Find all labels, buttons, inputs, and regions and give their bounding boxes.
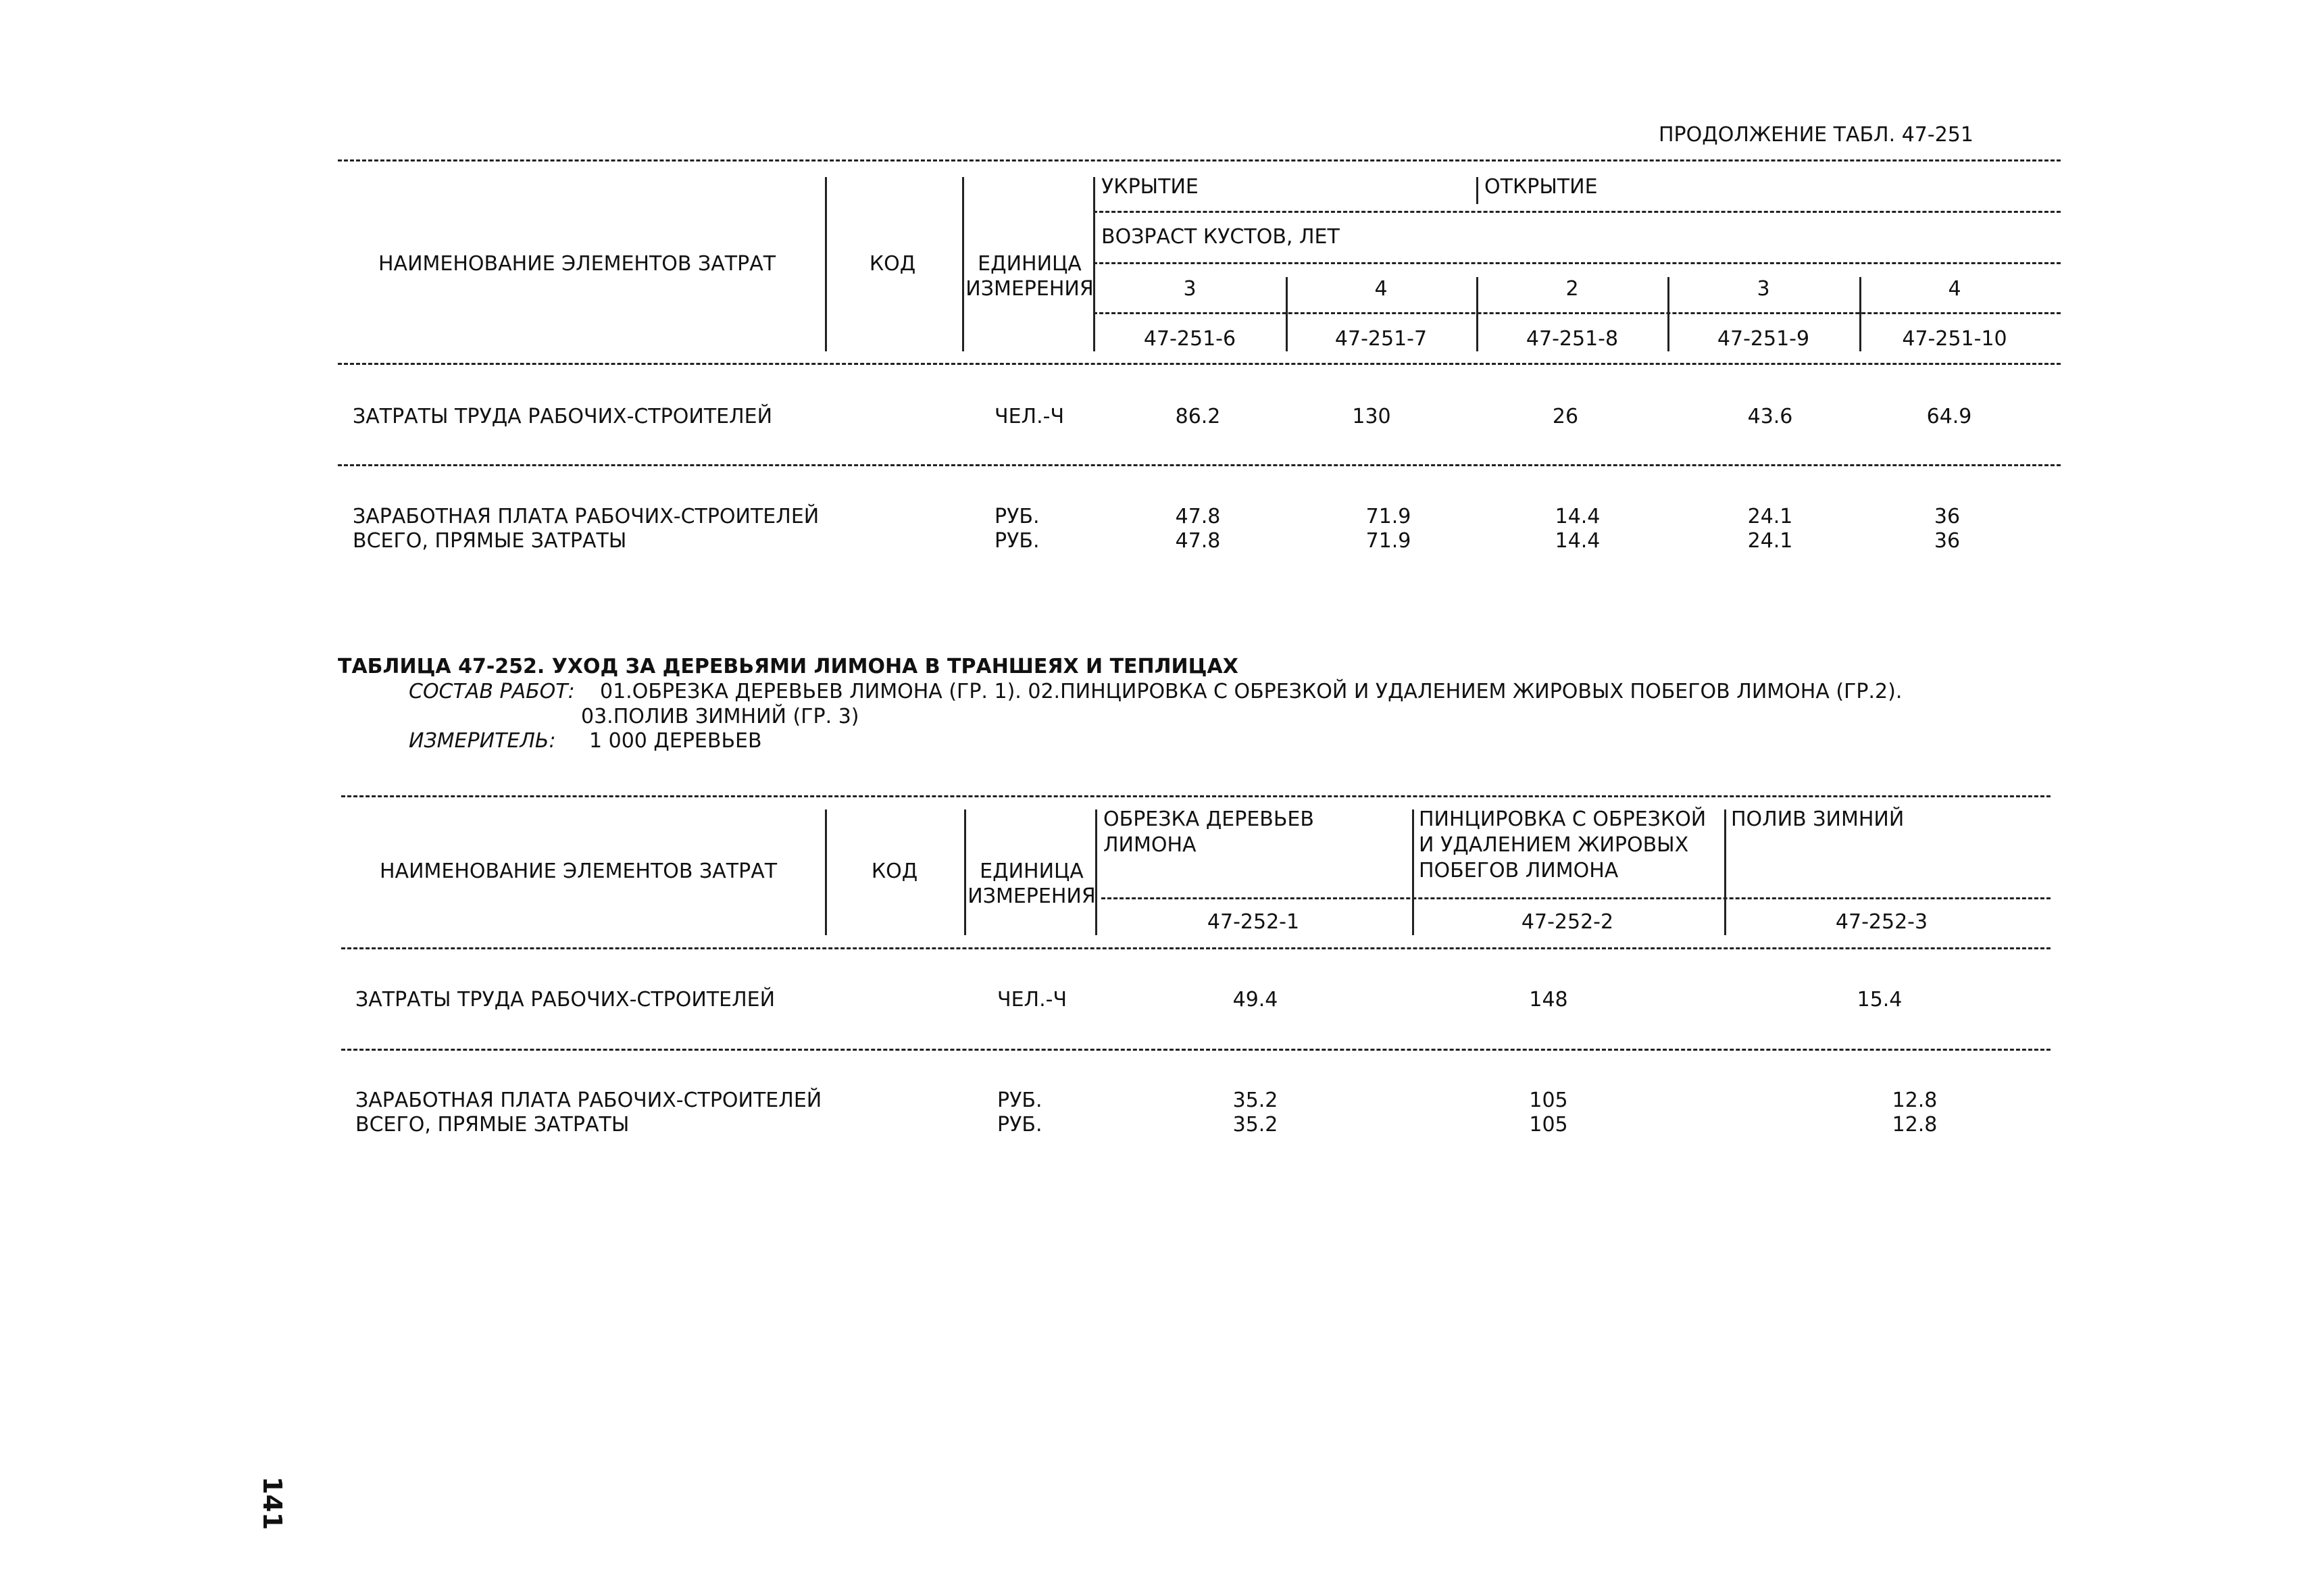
table1-code-3: 47-251-8: [1526, 327, 1619, 351]
table1-code-4: 47-251-9: [1717, 327, 1810, 351]
table1-row2-unit: РУБ.: [995, 505, 1040, 528]
table1-code-5: 47-251-10: [1902, 327, 2007, 351]
table2-header-unit-1: ЕДИНИЦА: [980, 859, 1084, 883]
table2-row3-name: ВСЕГО, ПРЯМЫЕ ЗАТРАТЫ: [355, 1113, 630, 1137]
table2-divider-name: [825, 809, 827, 935]
table1-age-2: 4: [1374, 277, 1388, 301]
table2-row2-val2: 105: [1529, 1089, 1568, 1112]
table2-top-rule: [341, 795, 2051, 797]
table2-divider-unit: [1095, 809, 1097, 935]
table1-header-rule-3: [1093, 312, 2061, 314]
table1-age-1: 3: [1183, 277, 1197, 301]
table2-divider-col3: [1724, 809, 1726, 935]
table2-col1-head-2: ЛИМОНА: [1103, 833, 1197, 857]
table1-top-rule: [338, 159, 2061, 161]
table2-row1-val3: 15.4: [1857, 988, 1903, 1012]
table1-row1-val3: 26: [1552, 405, 1579, 428]
table1-row2-val3: 14.4: [1555, 505, 1601, 528]
table1-row1-val1: 86.2: [1175, 405, 1221, 428]
table1-divider-code: [962, 177, 964, 351]
table2-row2-val3: 12.8: [1892, 1089, 1938, 1112]
table1-row3-val3: 14.4: [1555, 529, 1601, 553]
table2-header-bottom-rule: [341, 947, 2051, 949]
table1-row1-name: ЗАТРАТЫ ТРУДА РАБОЧИХ-СТРОИТЕЛЕЙ: [353, 405, 773, 428]
table2-col2-head-1: ПИНЦИРОВКА С ОБРЕЗКОЙ: [1419, 807, 1707, 831]
continuation-label: ПРОДОЛЖЕНИЕ ТАБЛ. 47-251: [1659, 123, 1973, 147]
table2-row-separator: [341, 1049, 2051, 1051]
table2-row3-val2: 105: [1529, 1113, 1568, 1137]
table1-divider-name: [825, 177, 827, 351]
table1-divider-unit: [1093, 177, 1095, 351]
table1-header-code: КОД: [869, 252, 916, 276]
table1-row3-name: ВСЕГО, ПРЯМЫЕ ЗАТРАТЫ: [353, 529, 627, 553]
table1-divider-col5: [1859, 277, 1861, 351]
table1-header-name: НАИМЕНОВАНИЕ ЭЛЕМЕНТОВ ЗАТРАТ: [378, 252, 776, 276]
table2-row3-unit: РУБ.: [997, 1113, 1042, 1137]
table1-header-rule-2: [1093, 262, 2061, 264]
table2-code-3: 47-252-3: [1835, 910, 1928, 934]
table2-row2-name: ЗАРАБОТНАЯ ПЛАТА РАБОЧИХ-СТРОИТЕЛЕЙ: [355, 1089, 822, 1112]
table1-row1-unit: ЧЕЛ.-Ч: [995, 405, 1065, 428]
table2-row1-unit: ЧЕЛ.-Ч: [997, 988, 1067, 1012]
table1-row1-val4: 43.6: [1747, 405, 1793, 428]
table1-header-rule-1: [1093, 211, 2061, 213]
table2-title: ТАБЛИЦА 47-252. УХОД ЗА ДЕРЕВЬЯМИ ЛИМОНА В ТРАНШЕЯХ И ТЕПЛИЦАХ: [338, 655, 1238, 678]
composition-line-1: 01.ОБРЕЗКА ДЕРЕВЬЕВ ЛИМОНА (ГР. 1). 02.ПИНЦИРОВКА С ОБРЕЗКОЙ И УДАЛЕНИЕМ ЖИРОВЫХ ПОБЕГОВ ЛИМОНА (ГР.2).: [600, 680, 1903, 703]
table1-code-1: 47-251-6: [1143, 327, 1236, 351]
table1-header-bottom-rule: [338, 363, 2061, 365]
table2-row2-val1: 35.2: [1232, 1089, 1278, 1112]
measure-value: 1 000 ДЕРЕВЬЕВ: [589, 729, 762, 753]
measure-label: ИЗМЕРИТЕЛЬ:: [409, 729, 556, 753]
table2-code-2: 47-252-2: [1521, 910, 1614, 934]
table1-code-2: 47-251-7: [1334, 327, 1428, 351]
table1-age-5: 4: [1948, 277, 1961, 301]
table2-row1-val2: 148: [1529, 988, 1568, 1012]
table1-divider-col2: [1286, 277, 1288, 351]
table2-header-unit-2: ИЗМЕРЕНИЯ: [967, 884, 1096, 908]
table1-row3-val5: 36: [1934, 529, 1961, 553]
table1-row2-val4: 24.1: [1747, 505, 1793, 528]
table1-row3-unit: РУБ.: [995, 529, 1040, 553]
table1-header-covering: УКРЫТИЕ: [1101, 175, 1199, 199]
table2-header-name: НАИМЕНОВАНИЕ ЭЛЕМЕНТОВ ЗАТРАТ: [380, 859, 778, 883]
table2-code-1: 47-252-1: [1207, 910, 1300, 934]
table2-col2-head-2: И УДАЛЕНИЕМ ЖИРОВЫХ: [1419, 833, 1689, 857]
table1-header-age: ВОЗРАСТ КУСТОВ, ЛЕТ: [1101, 225, 1340, 249]
table1-row2-val2: 71.9: [1365, 505, 1411, 528]
table2-row1-name: ЗАТРАТЫ ТРУДА РАБОЧИХ-СТРОИТЕЛЕЙ: [355, 988, 776, 1012]
table2-col3-head-1: ПОЛИВ ЗИМНИЙ: [1731, 807, 1905, 831]
table1-row1-val5: 64.9: [1926, 405, 1972, 428]
table1-row2-val5: 36: [1934, 505, 1961, 528]
table1-divider-col4: [1667, 277, 1669, 351]
table2-row3-val1: 35.2: [1232, 1113, 1278, 1137]
table2-divider-code: [964, 809, 966, 935]
table1-row1-val2: 130: [1352, 405, 1391, 428]
table1-header-unit-2: ИЗМЕРЕНИЯ: [965, 277, 1094, 301]
page-number: 141: [257, 1476, 287, 1530]
table1-row2-val1: 47.8: [1175, 505, 1221, 528]
table1-row3-val2: 71.9: [1365, 529, 1411, 553]
table2-header-rule: [1101, 897, 2051, 899]
table2-header-code: КОД: [871, 859, 918, 883]
composition-line-2: 03.ПОЛИВ ЗИМНИЙ (ГР. 3): [581, 705, 859, 728]
table1-age-3: 2: [1565, 277, 1579, 301]
table1-header-opening: ОТКРЫТИЕ: [1484, 175, 1598, 199]
composition-label: СОСТАВ РАБОТ:: [409, 680, 575, 703]
table2-row1-val1: 49.4: [1232, 988, 1278, 1012]
table1-divider-group: [1476, 177, 1478, 204]
table1-row3-val1: 47.8: [1175, 529, 1221, 553]
table2-divider-col2: [1412, 809, 1414, 935]
table1-divider-col3: [1476, 277, 1478, 351]
table1-age-4: 3: [1757, 277, 1770, 301]
table2-col1-head-1: ОБРЕЗКА ДЕРЕВЬЕВ: [1103, 807, 1314, 831]
table2-row2-unit: РУБ.: [997, 1089, 1042, 1112]
table2-row3-val3: 12.8: [1892, 1113, 1938, 1137]
table1-row3-val4: 24.1: [1747, 529, 1793, 553]
table2-col2-head-3: ПОБЕГОВ ЛИМОНА: [1419, 859, 1619, 882]
table1-row-separator: [338, 464, 2061, 466]
table1-header-unit-1: ЕДИНИЦА: [978, 252, 1082, 276]
table1-row2-name: ЗАРАБОТНАЯ ПЛАТА РАБОЧИХ-СТРОИТЕЛЕЙ: [353, 505, 820, 528]
